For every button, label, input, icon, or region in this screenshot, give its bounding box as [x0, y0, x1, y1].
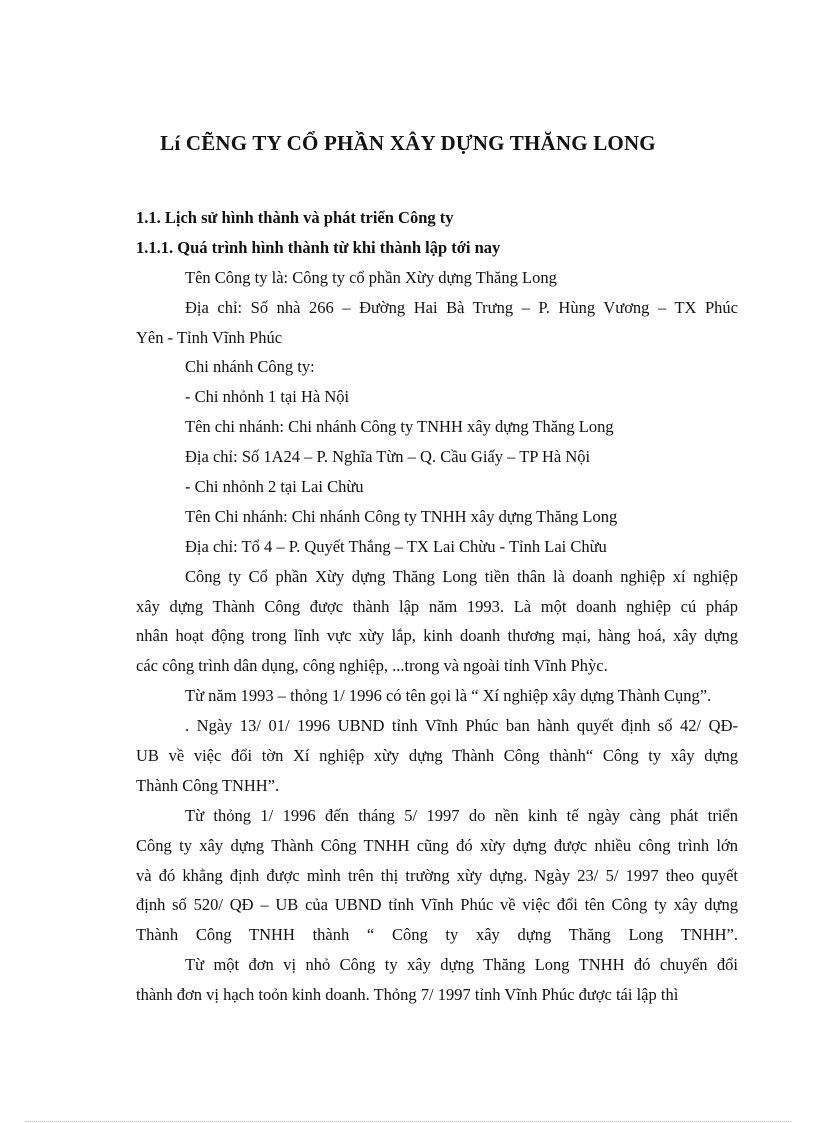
text-line: Tên Chi nhánh: Chi nhánh Công ty TNHH xây dựng Thăng Long	[185, 506, 618, 526]
text-line: Từ một đơn vị nhỏ Công ty xây dựng Thăng Long TNHH đó chuyển đổi	[185, 955, 738, 975]
text-line: Chi nhánh Công ty:	[185, 357, 315, 377]
text-line: các công trình dân dụng, công nghiệp, ...trong và ngoài tỉnh Vĩnh Phỳc.	[136, 656, 608, 676]
text-line: Thành Công TNHH thành “ Công ty xây dựng Thăng Long TNHH”.	[136, 925, 738, 945]
document-body	[136, 203, 738, 1010]
text-line: thành đơn vị hạch toỏn kinh doanh. Thỏng 7/ 1997 tỉnh Vĩnh Phúc được tái lập thì	[136, 985, 679, 1005]
body-text	[136, 263, 738, 1010]
text-line: Địa chỉ: Số nhà 266 – Đường Hai Bà Trưng – P. Hùng Vương – TX Phúc	[185, 297, 738, 317]
text-line: Từ thỏng 1/ 1996 đến tháng 5/ 1997 do nền kinh tế ngày càng phát triển	[185, 805, 738, 825]
subsection-heading: 1.1.1. Quá trình hình thành từ khi thành lập tới nay	[136, 237, 501, 257]
section-heading: 1.1. Lịch sử hình thành và phát triển Công ty	[136, 208, 454, 227]
text-line: xây dựng Thành Công được thành lập năm 1993. Là một doanh nghiệp cú pháp	[136, 596, 738, 616]
text-line: Tên Công ty là: Công ty cổ phần Xừy dựng Thăng Long	[185, 267, 557, 287]
text-line: Từ năm 1993 – thỏng 1/ 1996 có tên gọi là “ Xí nghiệp xây dựng Thành Cụng”.	[185, 686, 712, 706]
text-line: - Chi nhỏnh 2 tại Lai Chừu	[185, 477, 364, 497]
text-line: định số 520/ QĐ – UB của UBND tỉnh Vĩnh Phúc về việc đổi tên Công ty xây dựng	[136, 895, 738, 915]
text-line: UB về việc đổi tờn Xí nghiệp xừy dựng Thành Công thành“ Công ty xây dựng	[136, 746, 738, 766]
text-line: Địa chỉ: Tổ 4 – P. Quyết Thắng – TX Lai Chừu - Tỉnh Lai Chừu	[185, 536, 607, 556]
text-line: - Chi nhỏnh 1 tại Hà Nội	[185, 387, 350, 407]
document-title: Lí CẼNG TY CỔ PHẦN XÂY DỰNG THĂNG LONG	[160, 131, 656, 155]
text-line: Địa chỉ: Số 1A24 – P. Nghĩa Từn – Q. Cầu Giấy – TP Hà Nội	[185, 447, 591, 467]
text-line: Tên chi nhánh: Chi nhánh Công ty TNHH xây dựng Thăng Long	[185, 417, 614, 437]
text-line: nhân hoạt động trong lĩnh vực xừy lắp, kinh doanh thương mại, hàng hoá, xây dựng	[136, 626, 738, 646]
text-line: Công ty Cổ phần Xừy dựng Thăng Long tiền thân là doanh nghiệp xí nghiệp	[185, 566, 738, 586]
text-line: Thành Công TNHH”.	[136, 775, 280, 795]
text-line: . Ngày 13/ 01/ 1996 UBND tỉnh Vĩnh Phúc ban hành quyết định số 42/ QĐ-	[185, 716, 738, 736]
text-line: và đó khẳng định được mình trên thị trường xừy dựng. Ngày 23/ 5/ 1997 theo quyết	[136, 865, 738, 885]
text-line: Công ty xây dựng Thành Công TNHH cũng đó xừy dựng được nhiều công trình lớn	[136, 835, 738, 855]
page-bottom-rule	[25, 1121, 791, 1122]
text-line: Yên - Tỉnh Vĩnh Phúc	[136, 327, 283, 347]
